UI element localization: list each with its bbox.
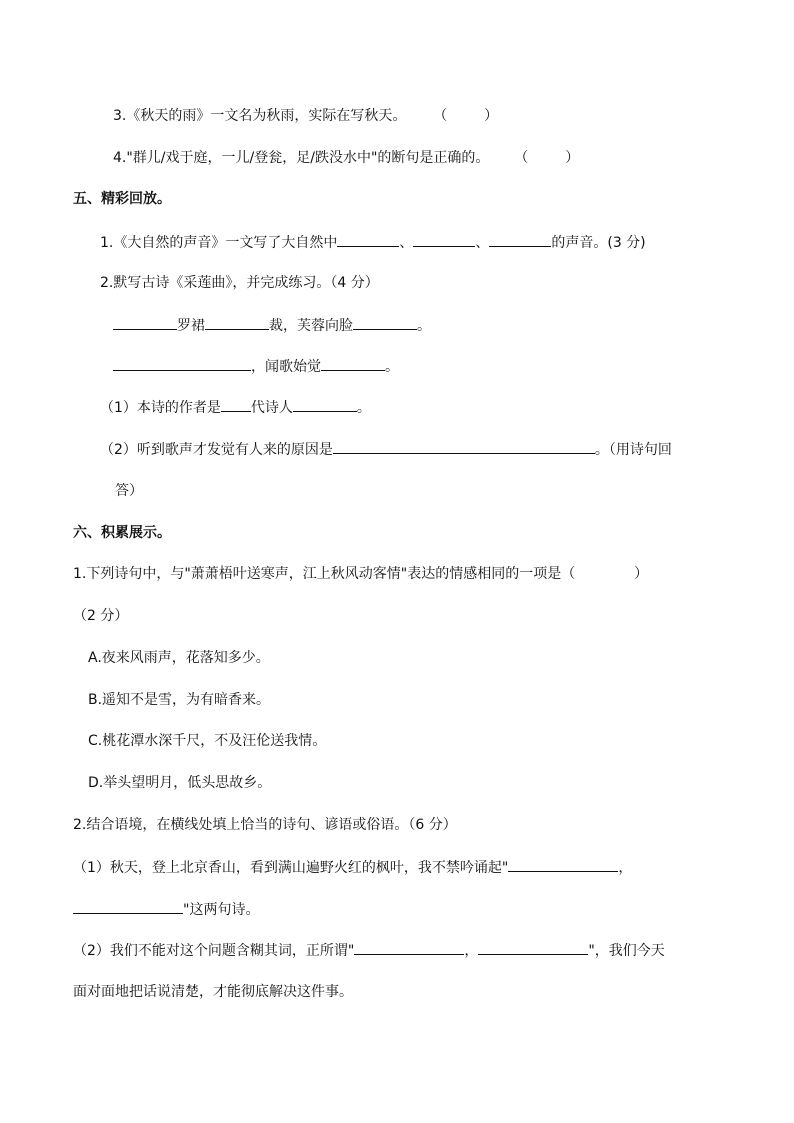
poem-blank2[interactable]: [205, 315, 269, 330]
s5-q1-sep1: 、: [399, 235, 414, 251]
s6-q2-sub2-c: "，我们今天: [588, 943, 665, 959]
s5-q1: [100, 232, 646, 253]
s5-q1-blank3[interactable]: [489, 232, 551, 247]
s6-q2-sub1-cont: [73, 899, 259, 920]
s5-sub2-b: 。（用诗句回: [594, 442, 672, 458]
s5-sub1-blank1[interactable]: [221, 397, 251, 412]
s4-q4-paren-open: （: [514, 150, 529, 166]
s5-q1-part2: 的声音。(3 分): [551, 235, 646, 251]
s6-option-d: D.举头望明月，低头思故乡。: [88, 775, 272, 791]
s6-q2-sub2-blank1[interactable]: [354, 940, 464, 955]
s4-q3-paren-open: （: [433, 108, 448, 124]
s6-q2-sub2-cont: 面对面地把话说清楚，才能彻底解决这件事。: [73, 984, 353, 1000]
s6-q2-sub1-blank2[interactable]: [73, 899, 183, 914]
s6-q1-text: 1.下列诗句中，与"萧萧梧叶送寒声，江上秋风动客情"表达的情感相同的一项是（: [73, 566, 576, 582]
s4-q4-text: 4."群儿/戏于庭，一儿/登瓮，足/跌没水中"的断句是正确的。: [113, 150, 490, 166]
s6-q2-sub1-a: （1）秋天，登上北京香山，看到满山遍野火红的枫叶，我不禁吟诵起": [73, 860, 509, 876]
s5-q1-part1: 1.《大自然的声音》一文写了大自然中: [100, 235, 338, 251]
s5-q1-blank2[interactable]: [413, 232, 475, 247]
s4-q3: [113, 106, 498, 126]
poem-line1-w1: 罗裙: [177, 318, 205, 334]
s6-option-c: C.桃花潭水深千尺，不及汪伦送我情。: [88, 733, 327, 749]
poem-blank3[interactable]: [353, 315, 417, 330]
s6-q1-score: （2 分）: [73, 608, 129, 624]
s5-poem-line1: [113, 315, 431, 336]
s4-q4: [113, 148, 579, 168]
poem-line1-end: 。: [417, 318, 431, 334]
s6-q2-sub2-blank2[interactable]: [478, 940, 588, 955]
s6-q2-sub2-a: （2）我们不能对这个问题含糊其词，正所谓": [73, 943, 355, 959]
s6-option-a: A.夜来风雨声，花落知多少。: [88, 650, 270, 666]
s5-sub1-b: 代诗人: [250, 400, 293, 416]
poem-line2-end: 。: [385, 359, 399, 375]
s6-option-b: B.遥知不是雪，为有暗香来。: [88, 692, 271, 708]
s5-poem-line2: [113, 356, 399, 377]
s4-q3-text: 3.《秋天的雨》一文名为秋雨，实际在写秋天。: [113, 108, 407, 124]
s6-q2-sub2-b: ，: [464, 943, 479, 959]
s5-sub1-blank2[interactable]: [293, 397, 357, 412]
s6-q2-prompt: 2.结合语境，在横线处填上恰当的诗句、谚语或俗语。（6 分）: [73, 817, 457, 833]
s5-sub2: [100, 439, 672, 460]
poem-blank1[interactable]: [113, 315, 177, 330]
section6-heading: 六、积累展示。: [73, 525, 171, 541]
s5-sub2-blank[interactable]: [333, 439, 595, 454]
s5-q2-prompt: 2.默写古诗《采莲曲》，并完成练习。（4 分）: [100, 275, 379, 291]
s6-q2-sub1-c: "这两句诗。: [183, 902, 260, 918]
s5-sub2-cont: 答）: [115, 483, 143, 499]
s6-q2-sub1: [73, 857, 632, 878]
s5-sub1-a: （1）本诗的作者是: [100, 400, 221, 416]
s5-sub1-end: 。: [356, 400, 371, 416]
s5-q1-blank1[interactable]: [337, 232, 399, 247]
poem-line2-w1: ，闻歌始觉: [251, 359, 321, 375]
s6-q2-sub1-blank1[interactable]: [508, 857, 618, 872]
section5-heading: 五、精彩回放。: [73, 191, 171, 207]
s4-q4-paren-close: ）: [565, 150, 580, 166]
s6-q2-sub1-b: ，: [618, 860, 633, 876]
poem-blank5[interactable]: [321, 356, 385, 371]
s5-sub2-a: （2）听到歌声才发觉有人来的原因是: [100, 442, 333, 458]
poem-line1-w2: 裁，芙蓉向脸: [269, 318, 353, 334]
poem-blank4[interactable]: [113, 356, 251, 371]
s5-sub1: [100, 397, 371, 418]
s6-q1: [73, 564, 648, 584]
s4-q3-paren-close: ）: [484, 108, 499, 124]
s6-q1-paren-close: ）: [634, 566, 649, 582]
s6-q2-sub2: [73, 940, 665, 961]
s5-q1-sep2: 、: [475, 235, 490, 251]
